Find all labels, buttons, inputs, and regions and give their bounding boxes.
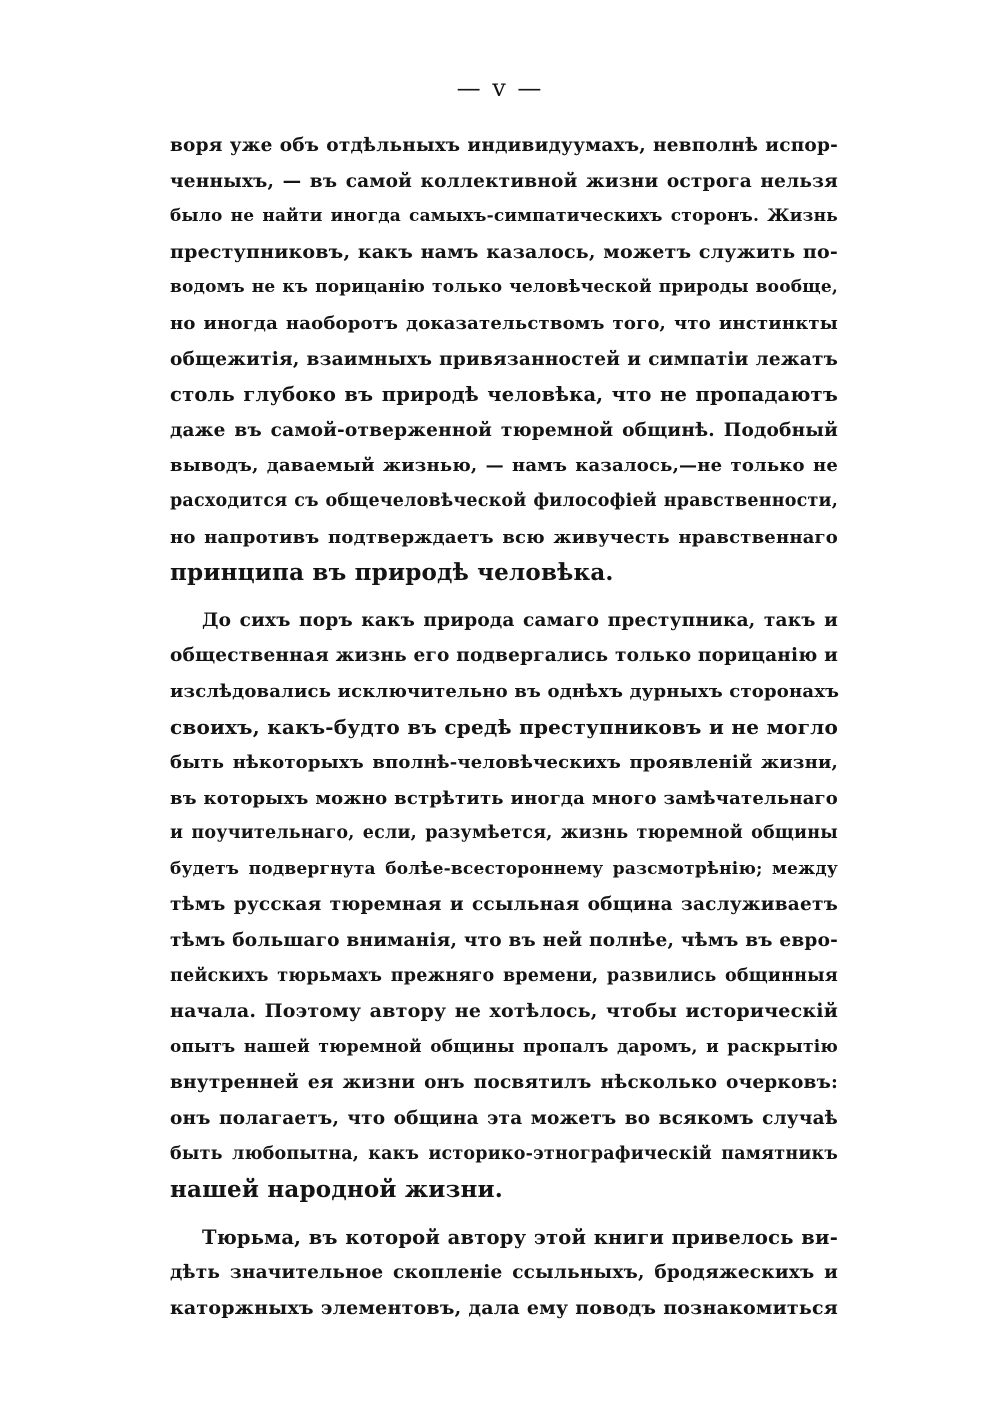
text-line: будетъ подвергнута болѣе-всестороннему разсмотрѣнію; между [170,858,838,879]
paragraph-gap [170,591,838,603]
text-line: расходится съ общечеловѣческой философіей нравственности, [170,490,838,511]
text-line: внутренней ея жизни онъ посвятилъ нѣсколько очерковъ: [170,1072,838,1094]
text-line: преступниковъ, какъ намъ казалось, можетъ служить по- [170,240,838,263]
text-line: изслѣдовались исключительно въ однѣхъ дурныхъ сторонахъ [170,680,840,702]
text-line: дѣть значительное скопленіе ссыльныхъ, бродяжескихъ и [170,1262,838,1284]
text-line: принципа въ природѣ человѣка. [170,559,614,587]
text-line: онъ полагаетъ, что община эта можетъ во всякомъ случаѣ [170,1108,838,1130]
text-line: но иногда наоборотъ доказательствомъ того, что инстинкты [170,312,838,334]
text-line: тѣмъ большаго вниманія, что въ ней полнѣе, чѣмъ въ евро- [170,930,838,952]
text-line: своихъ, какъ-будто въ средѣ преступниковъ и не могло [170,714,838,739]
text-line: воря уже объ отдѣльныхъ индивидуумахъ, невполнѣ испор- [170,135,838,156]
body-text [170,128,838,1327]
text-line: въ которыхъ можно встрѣтить иногда много замѣчательнаго [170,787,838,809]
page-number: — v — [456,74,544,102]
paragraph-gap [170,1208,838,1220]
text-line: и поучительнаго, если, разумѣется, жизнь тюремной общины [170,823,838,844]
text-line: общежитія, взаимныхъ привязанностей и симпатіи лежатъ [170,348,838,370]
text-line: нашей народной жизни. [170,1176,503,1204]
text-line: тѣмъ русская тюремная и ссыльная община заслуживаетъ [170,894,838,916]
text-line: столь глубоко въ природѣ человѣка, что не пропадаютъ [170,383,838,407]
paragraph-1 [170,128,838,591]
text-line: начала. Поэтому автору не хотѣлось, чтобы историческій [170,1000,838,1023]
text-line: быть нѣкоторыхъ вполнѣ-человѣческихъ проявленій жизни, [170,752,838,774]
text-line: даже въ самой-отверженной тюремной общинѣ. Подобный [170,419,838,441]
text-line: каторжныхъ элементовъ, дала ему поводъ познакомиться [170,1297,838,1319]
text-line: водомъ не къ порицанію только человѣческой природы вообще, [170,277,838,298]
text-line: выводъ, даваемый жизнью, — намъ казалось,—не только не [170,455,838,477]
paragraph-2 [170,603,838,1208]
text-line: общественная жизнь его подвергались только порицанію и [170,645,838,667]
text-line: Тюрьма, въ которой автору этой книги привелось ви- [202,1225,838,1249]
paragraph-3 [170,1220,838,1327]
text-line: быть любопытна, какъ историко-этнографическій памятникъ [170,1143,838,1164]
text-line: До сихъ поръ какъ природа самаго преступника, такъ и [202,609,838,631]
text-line: ченныхъ, — въ самой коллективной жизни острога нельзя [170,170,838,192]
text-line: но напротивъ подтверждаетъ всю живучесть нравственнаго [170,526,838,548]
text-line: было не найти иногда самыхъ-симпатическихъ сторонъ. Жизнь [170,206,838,227]
text-line: пейскихъ тюрьмахъ прежняго времени, развились общинныя [170,965,838,986]
text-line: опытъ нашей тюремной общины пропалъ даромъ, и раскрытію [170,1036,838,1057]
